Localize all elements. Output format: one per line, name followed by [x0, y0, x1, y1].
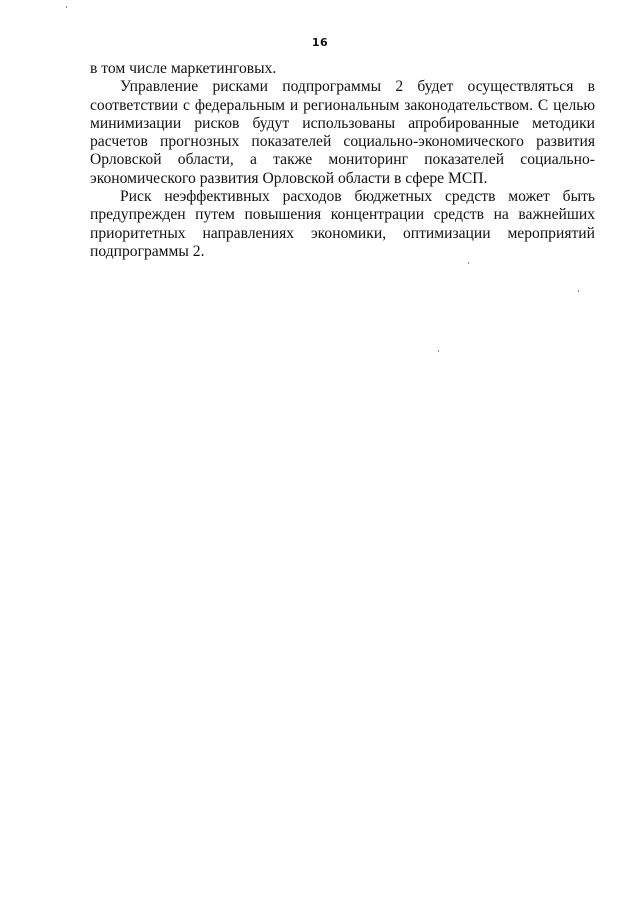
paragraph-budget-risk: Риск неэффективных расходов бюджетных средств может быть предупрежден путем повышения концентрации средств на важнейших приоритетных направлениях экономики, оптимизации мероприятий подпрограммы 2.: [90, 188, 595, 260]
scan-speck: [438, 350, 439, 352]
page-number: 16: [311, 36, 329, 49]
scan-speck: [578, 290, 579, 292]
scan-speck: [66, 6, 67, 8]
paragraph-risk-management: Управление рисками подпрограммы 2 будет осуществляться в соответствии с федеральным и региональным законодательством. С целью минимизации рисков будут использованы апробированные методики расчетов прогнозных показателей социально-экономического развития Орловской области, а также мониторинг показателей социально-экономического развития Орловской области в сфере МСП.: [90, 78, 595, 187]
document-body: [90, 60, 595, 261]
paragraph-continuation: в том числе маркетинговых.: [90, 60, 277, 77]
scan-speck: [468, 262, 469, 264]
